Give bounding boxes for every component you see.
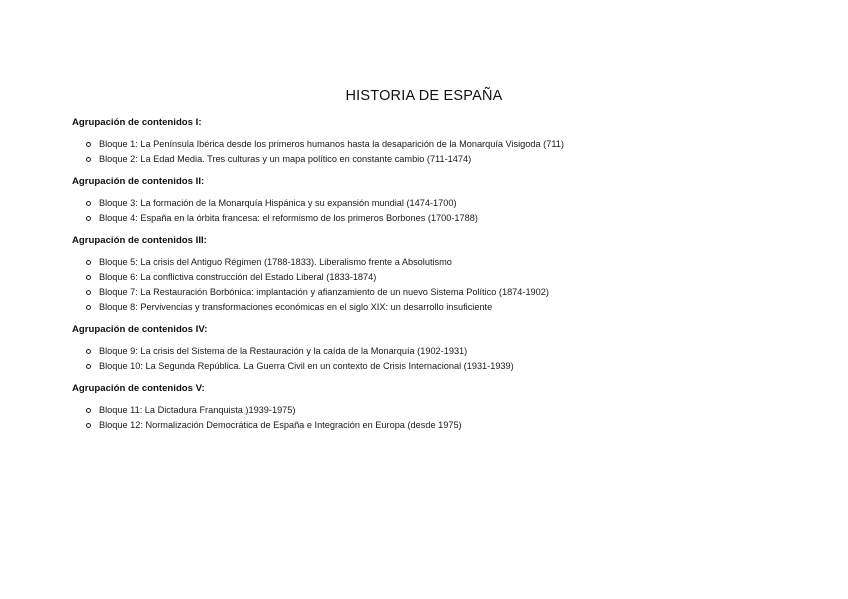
group-heading: Agrupación de contenidos II:	[72, 176, 205, 187]
list-item	[72, 211, 792, 226]
circle-bullet-icon	[86, 142, 91, 147]
list-item-text: Bloque 9: La crisis del Sistema de la Restauración y la caída de la Monarquía (1902-1931)	[99, 346, 468, 356]
list-item-text: Bloque 5: La crisis del Antiguo Régimen (1788-1833). Liberalismo frente a Absolutismo	[99, 257, 452, 267]
group-heading: Agrupación de contenidos I:	[72, 117, 202, 128]
circle-bullet-icon	[86, 260, 91, 265]
list-item-text: Bloque 6: La conflictiva construcción del Estado Liberal (1833-1874)	[99, 272, 377, 282]
list-item-text: Bloque 8: Pervivencias y transformaciones económicas en el siglo XIX: un desarrollo insuficiente	[99, 302, 493, 312]
content-group-1	[72, 115, 792, 174]
list-item	[72, 418, 792, 433]
list-item	[72, 255, 792, 270]
list-item-text: Bloque 3: La formación de la Monarquía Hispánica y su expansión mundial (1474-1700)	[99, 198, 457, 208]
content-group-5	[72, 381, 792, 440]
content-group-4	[72, 322, 792, 381]
circle-bullet-icon	[86, 275, 91, 280]
circle-bullet-icon	[86, 216, 91, 221]
document-content	[72, 115, 792, 440]
bullet-list	[72, 189, 792, 233]
bullet-list	[72, 396, 792, 440]
group-heading: Agrupación de contenidos V:	[72, 383, 205, 394]
list-item	[72, 137, 792, 152]
list-item	[72, 270, 792, 285]
circle-bullet-icon	[86, 423, 91, 428]
list-item-text: Bloque 11: La Dictadura Franquista )1939-1975)	[99, 405, 296, 415]
list-item	[72, 403, 792, 418]
content-group-2	[72, 174, 792, 233]
list-item	[72, 300, 792, 315]
list-item	[72, 196, 792, 211]
circle-bullet-icon	[86, 290, 91, 295]
circle-bullet-icon	[86, 157, 91, 162]
circle-bullet-icon	[86, 349, 91, 354]
list-item	[72, 285, 792, 300]
list-item-text: Bloque 7: La Restauración Borbónica: implantación y afianzamiento de un nuevo Sistema Político (1874-1902)	[99, 287, 549, 297]
bullet-list	[72, 248, 792, 322]
list-item-text: Bloque 1: La Península Ibérica desde los primeros humanos hasta la desaparición de la Monarquía Visigoda (711)	[99, 139, 564, 149]
bullet-list	[72, 337, 792, 381]
list-item-text: Bloque 12: Normalización Democrática de España e Integración en Europa (desde 1975)	[99, 420, 462, 430]
circle-bullet-icon	[86, 305, 91, 310]
group-heading: Agrupación de contenidos III:	[72, 235, 207, 246]
list-item-text: Bloque 4: España en la órbita francesa: el reformismo de los primeros Borbones (1700-1788)	[99, 213, 478, 223]
document-title: HISTORIA DE ESPAÑA	[345, 88, 503, 104]
list-item	[72, 344, 792, 359]
circle-bullet-icon	[86, 364, 91, 369]
content-group-3	[72, 233, 792, 322]
circle-bullet-icon	[86, 408, 91, 413]
list-item-text: Bloque 2: La Edad Media. Tres culturas y un mapa político en constante cambio (711-1474)	[99, 154, 472, 164]
circle-bullet-icon	[86, 201, 91, 206]
bullet-list	[72, 130, 792, 174]
group-heading: Agrupación de contenidos IV:	[72, 324, 208, 335]
list-item	[72, 152, 792, 167]
list-item-text: Bloque 10: La Segunda República. La Guerra Civil en un contexto de Crisis Internacional (1931-1939)	[99, 361, 514, 371]
list-item	[72, 359, 792, 374]
